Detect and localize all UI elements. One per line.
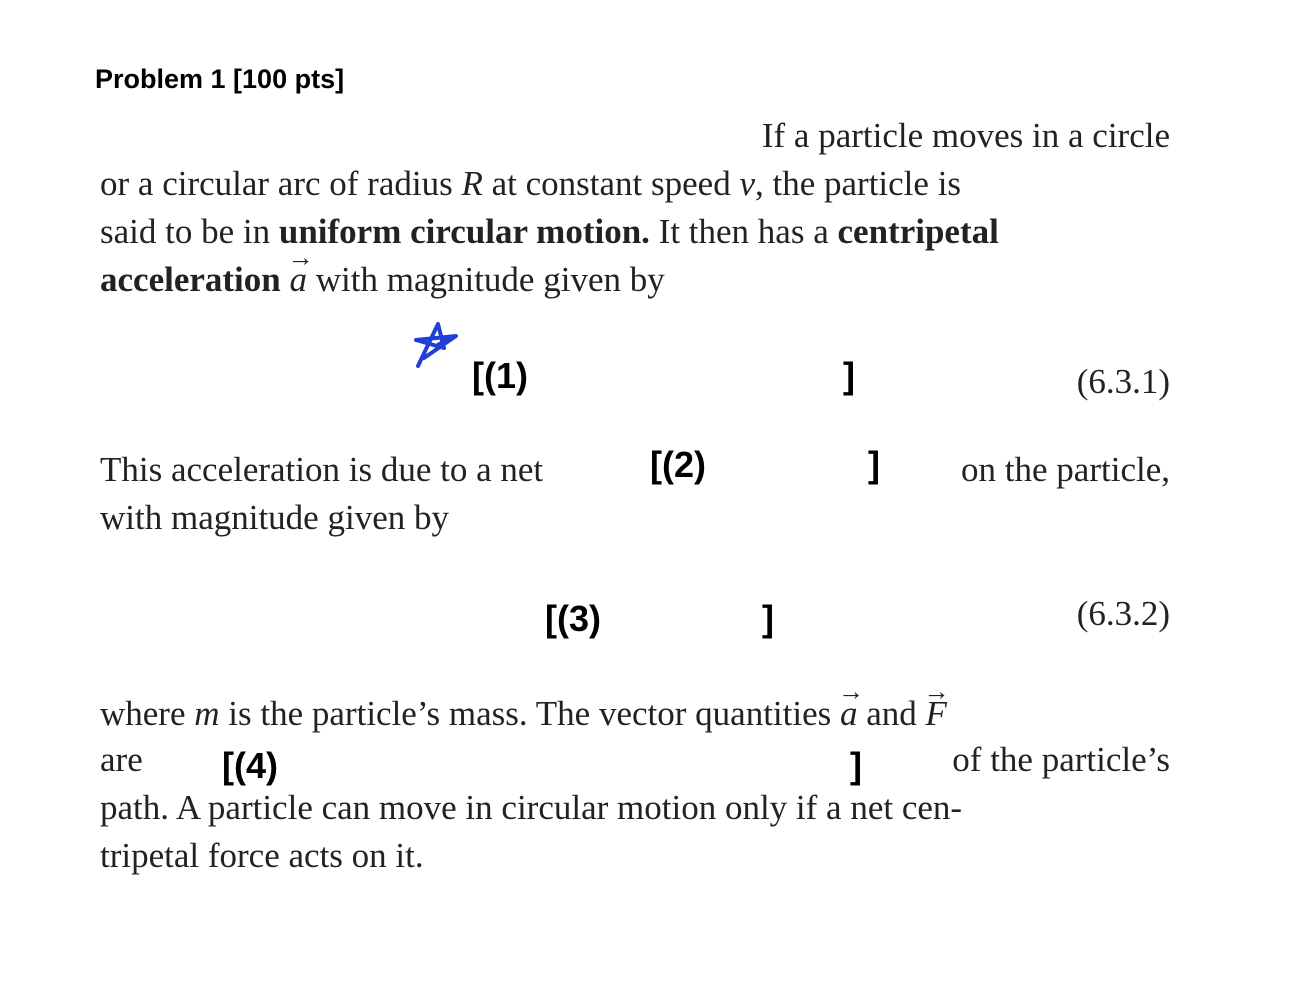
text-seg: It then has a [649, 212, 838, 251]
para3-line1-text [100, 694, 947, 734]
text-seg: with magnitude given by [307, 260, 665, 299]
text-seg: where [100, 694, 195, 733]
vector-a: → a [290, 260, 308, 300]
blank-3-close: ] [762, 598, 774, 639]
para1-line2-text [100, 164, 961, 204]
blank-1-open: [(1) [472, 355, 528, 396]
vector-a: → a [840, 694, 858, 734]
blank-3-open: [(3) [545, 598, 601, 639]
blank-2-close: ] [868, 444, 880, 485]
text-seg: is the particle’s mass. The vector quantities [219, 694, 840, 733]
para1-line4 [100, 260, 1170, 300]
para3-line3: path. A particle can move in circular motion only if a net cen- [100, 788, 963, 827]
para2-line1-left: This acceleration is due to a net [100, 450, 544, 489]
term-centripetal: centripetal [837, 212, 999, 251]
problem-title: Problem 1 [100 pts] [95, 64, 345, 94]
equation-number-2: (6.3.2) [1076, 594, 1170, 633]
para2-line1-right: on the particle, [961, 450, 1170, 489]
para1-line1 [100, 116, 1170, 156]
vector-F: → F [926, 694, 947, 734]
var-R: R [461, 164, 483, 203]
var-m: m [194, 694, 220, 733]
blank-1-close: ] [843, 355, 855, 396]
blank-2-open: [(2) [650, 444, 706, 485]
para1-line2 [100, 164, 1170, 204]
blank-4-open: [(4) [222, 745, 278, 786]
para3-line2-left: are [100, 740, 143, 779]
para3-line1 [100, 694, 1170, 734]
text-seg: said to be in [100, 212, 279, 251]
var-v: v [739, 164, 755, 203]
text-seg: at constant speed [482, 164, 740, 203]
text-seg: and [857, 694, 926, 733]
term-acceleration: acceleration [100, 260, 281, 299]
para1-line3 [100, 212, 1170, 252]
para3-line4: tripetal force acts on it. [100, 836, 424, 875]
para3-line2-right: of the particle’s [952, 740, 1170, 779]
para1-line1-text: If a particle moves in a circle [761, 116, 1170, 155]
equation-number-1: (6.3.1) [1076, 362, 1170, 401]
para2-line2: with magnitude given by [100, 498, 449, 537]
text-seg: or a circular arc of radius [100, 164, 462, 203]
star-icon [410, 318, 466, 370]
blank-4-close: ] [850, 745, 862, 786]
term-ucm: uniform circular motion. [278, 212, 650, 251]
text-seg: , the particle is [755, 164, 962, 203]
